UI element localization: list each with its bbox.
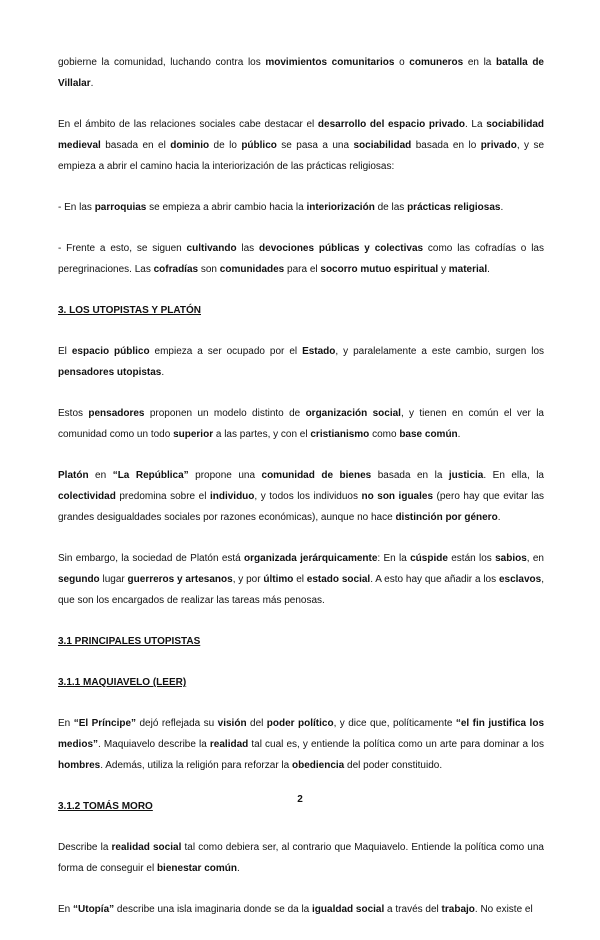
bold-run: organizada jerárquicamente: [244, 553, 378, 564]
page-number: 2: [297, 794, 303, 805]
bold-run: privado: [480, 140, 517, 151]
text-run: basada en lo: [411, 140, 481, 151]
bold-run: sociabilidad: [353, 140, 412, 151]
bold-run: dominio: [170, 140, 210, 151]
text-run: lugar: [99, 574, 128, 585]
bold-run: cúspide: [410, 553, 448, 564]
bold-run: Estado: [302, 346, 336, 357]
text-run: el: [293, 574, 307, 585]
bold-run: segundo: [58, 574, 100, 585]
section-heading-3-1-1: 3.1.1 MAQUIAVELO (LEER): [58, 677, 187, 688]
text-run: . A esto hay que añadir a los: [370, 574, 499, 585]
bold-run: bienestar común: [156, 863, 237, 874]
text-run: en la: [463, 57, 497, 68]
bold-run: movimientos comunitarios: [265, 57, 395, 68]
text-run: , en: [526, 553, 544, 564]
paragraph-9: [58, 713, 544, 776]
bold-run: “el fin justifica los medios”: [58, 718, 544, 750]
bold-run: pensadores: [88, 408, 145, 419]
text-run: Sin embargo, la sociedad de Platón está: [58, 553, 245, 564]
text-run: , y por: [232, 574, 264, 585]
text-run: . Maquiavelo describe la: [98, 739, 210, 750]
text-run: .: [90, 78, 94, 89]
text-run: de lo: [209, 140, 242, 151]
paragraph-11: [58, 899, 544, 920]
bold-run: desarrollo del espacio privado: [317, 119, 465, 130]
paragraph-5: [58, 341, 544, 383]
bold-run: estado social: [306, 574, 371, 585]
paragraph-10: [58, 837, 544, 879]
text-run: de las: [374, 202, 408, 213]
paragraph-6: [58, 403, 544, 445]
text-run: empieza a ser ocupado por el: [149, 346, 303, 357]
bold-run: igualdad social: [312, 904, 385, 915]
text-run: . No existe el: [474, 904, 533, 915]
bold-run: realidad social: [111, 842, 182, 853]
text-run: En: [58, 904, 74, 915]
text-run: , que son los encargados de realizar las tareas más penosas.: [58, 574, 544, 606]
text-run: Estos: [58, 408, 89, 419]
bold-run: batalla de Villalar: [58, 57, 544, 89]
document-body: [58, 52, 544, 940]
bold-run: base común: [399, 429, 458, 440]
bold-run: poder político: [266, 718, 334, 729]
bold-run: sociabilidad medieval: [58, 119, 544, 151]
paragraph-1: [58, 52, 544, 94]
bold-run: Platón: [58, 470, 89, 481]
bold-run: último: [263, 574, 294, 585]
text-run: .: [500, 202, 504, 213]
text-run: .: [497, 512, 501, 523]
paragraph-3: [58, 197, 544, 218]
bold-run: organización social: [305, 408, 401, 419]
text-run: las: [236, 243, 260, 254]
bold-run: material: [448, 264, 488, 275]
bold-run: devociones públicas y colectivas: [259, 243, 424, 254]
bold-run: realidad: [209, 739, 249, 750]
text-run: están los: [447, 553, 496, 564]
text-run: y: [438, 264, 449, 275]
text-run: En el ámbito de las relaciones sociales cabe destacar el: [58, 119, 318, 130]
text-run: .: [457, 429, 461, 440]
text-run: son: [198, 264, 220, 275]
text-run: se pasa a una: [276, 140, 354, 151]
bold-run: cultivando: [186, 243, 237, 254]
bold-run: “El Príncipe”: [73, 718, 137, 729]
text-run: se empieza a abrir cambio hacia la: [146, 202, 307, 213]
text-run: , y tienen en común el ver la comunidad como un todo: [58, 408, 544, 440]
bold-run: superior: [173, 429, 214, 440]
bold-run: guerreros y artesanos: [127, 574, 233, 585]
bold-run: colectividad: [58, 491, 116, 502]
paragraph-4: [58, 238, 544, 280]
text-run: , y todos los individuos: [254, 491, 362, 502]
bold-run: pensadores utopistas: [58, 367, 162, 378]
bold-run: hombres: [58, 760, 101, 771]
section-heading-3-1-2: 3.1.2 TOMÁS MORO: [58, 801, 153, 812]
bold-run: sabios: [495, 553, 527, 564]
text-run: tal cual es, y entiende la política como un arte para dominar a los: [248, 739, 544, 750]
bold-run: espacio público: [71, 346, 150, 357]
text-run: proponen un modelo distinto de: [144, 408, 306, 419]
section-heading-3-1: 3.1 PRINCIPALES UTOPISTAS: [58, 636, 201, 647]
bold-run: interiorización: [306, 202, 375, 213]
bold-run: distinción por género: [395, 512, 498, 523]
text-run: del poder constituido.: [344, 760, 443, 771]
bold-run: individuo: [209, 491, 255, 502]
bold-run: cristianismo: [310, 429, 370, 440]
text-run: en: [88, 470, 113, 481]
text-run: o: [394, 57, 410, 68]
text-run: tal como debiera ser, al contrario que Maquiavelo. Entiende la política como una forma de conseguir el: [58, 842, 544, 874]
text-run: , y se empieza a abrir el camino hacia la interiorización de las prácticas religiosas:: [58, 140, 545, 172]
bold-run: comunidades: [219, 264, 285, 275]
text-run: : En la: [377, 553, 411, 564]
text-run: .: [487, 264, 490, 275]
bold-run: esclavos: [498, 574, 542, 585]
text-run: a las partes, y con el: [213, 429, 311, 440]
text-run: como las cofradías o las peregrinaciones. Las: [58, 243, 544, 275]
text-run: .: [161, 367, 165, 378]
bold-run: justicia: [448, 470, 484, 481]
text-run: En: [58, 718, 74, 729]
bold-run: comuneros: [409, 57, 464, 68]
text-run: para el: [284, 264, 321, 275]
text-run: , y paralelamente a este cambio, surgen los: [335, 346, 545, 357]
text-run: como: [369, 429, 400, 440]
bold-run: obediencia: [292, 760, 345, 771]
bold-run: parroquias: [94, 202, 147, 213]
section-heading-3: 3. LOS UTOPISTAS Y PLATÓN: [58, 305, 201, 316]
text-run: .: [236, 863, 240, 874]
text-run: dejó reflejada su: [136, 718, 218, 729]
paragraph-2: [58, 114, 544, 177]
text-run: basada en la: [371, 470, 449, 481]
text-run: basada en el: [100, 140, 171, 151]
bold-run: prácticas religiosas: [407, 202, 501, 213]
text-run: - Frente a esto, se siguen: [58, 243, 187, 254]
text-run: gobierne la comunidad, luchando contra los: [58, 57, 266, 68]
text-run: describe una isla imaginaria donde se da la: [114, 904, 313, 915]
bold-run: comunidad de bienes: [261, 470, 372, 481]
text-run: El: [58, 346, 72, 357]
bold-run: público: [241, 140, 277, 151]
text-run: , y dice que, políticamente: [333, 718, 456, 729]
text-run: - En las: [58, 202, 95, 213]
text-run: del: [246, 718, 267, 729]
text-run: . Además, utiliza la religión para reforzar la: [100, 760, 292, 771]
bold-run: trabajo: [441, 904, 475, 915]
text-run: . En ella, la: [483, 470, 544, 481]
text-run: (pero hay que evitar las grandes desigualdades sociales por razones económicas), aunque no hace: [58, 491, 545, 523]
bold-run: “Utopía”: [73, 904, 115, 915]
bold-run: “La República”: [112, 470, 189, 481]
paragraph-7: [58, 465, 544, 528]
text-run: . La: [465, 119, 487, 130]
text-run: a través del: [384, 904, 442, 915]
bold-run: cofradías: [153, 264, 199, 275]
text-run: predomina sobre el: [115, 491, 210, 502]
paragraph-8: [58, 548, 544, 611]
bold-run: visión: [217, 718, 247, 729]
text-run: Describe la: [58, 842, 112, 853]
text-run: propone una: [188, 470, 262, 481]
bold-run: no son iguales: [361, 491, 434, 502]
bold-run: socorro mutuo espiritual: [320, 264, 439, 275]
